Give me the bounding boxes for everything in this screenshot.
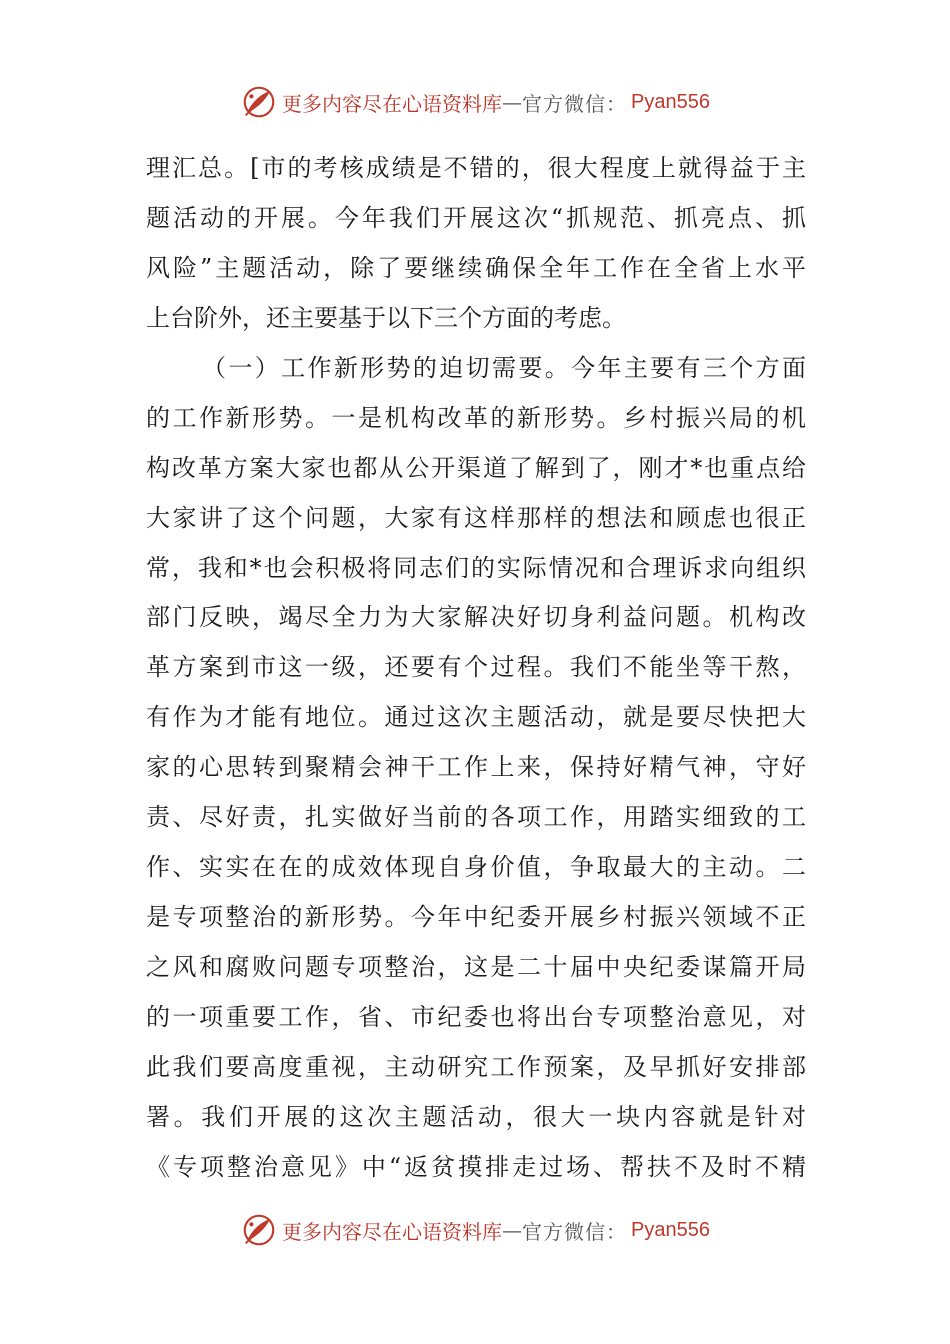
text-line: 构改革方案大家也都从公开渠道了解到了，刚才*也重点给 bbox=[146, 453, 806, 482]
text-line: 是专项整治的新形势。今年中纪委开展乡村振兴领域不正 bbox=[146, 903, 806, 932]
banner-wechat-id: Pyan556 bbox=[631, 1218, 710, 1241]
text-line: 此我们要高度重视，主动研究工作预案，及早抓好安排部 bbox=[146, 1052, 806, 1081]
document-body bbox=[146, 144, 806, 1193]
text-line: 革方案到市这一级，还要有个过程。我们不能坐等干熬， bbox=[146, 653, 806, 682]
text-line: 上台阶外，还主要基于以下三个方面的考虑。 bbox=[146, 303, 626, 332]
text-line: 之风和腐败问题专项整治，这是二十届中央纪委谋篇开局 bbox=[146, 953, 806, 981]
text-line: 大家讲了这个问题，大家有这样那样的想法和顾虑也很正 bbox=[146, 503, 806, 532]
banner-main-text: 更多内容尽在心语资料库 bbox=[282, 1219, 503, 1244]
banner-main-text: 更多内容尽在心语资料库 bbox=[282, 91, 503, 116]
text-line: （一）工作新形势的迫切需要。今年主要有三个方面 bbox=[202, 353, 806, 382]
banner-wechat-id: Pyan556 bbox=[631, 90, 710, 113]
text-line: 风险”主题活动，除了要继续确保全年工作在全省上水平 bbox=[146, 253, 806, 282]
text-line: 题活动的开展。今年我们开展这次“抓规范、抓亮点、抓 bbox=[146, 203, 806, 232]
text-line: 家的心思转到聚精会神干工作上来，保持好精气神，守好 bbox=[146, 753, 806, 782]
text-line: 部门反映，竭尽全力为大家解决好切身利益问题。机构改 bbox=[146, 603, 806, 632]
text-line: 有作为才能有地位。通过这次主题活动，就是要尽快把大 bbox=[146, 703, 806, 732]
text-line: 《专项整治意见》中“返贫摸排走过场、帮扶不及时不精 bbox=[146, 1152, 806, 1181]
text-line: 常，我和*也会积极将同志们的实际情况和合理诉求向组织 bbox=[146, 553, 806, 582]
text-line: 理汇总。[市的考核成绩是不错的，很大程度上就得益于主 bbox=[146, 154, 806, 182]
banner-dash: — bbox=[502, 1218, 523, 1242]
banner-sub-text: 官方微信： bbox=[522, 91, 628, 116]
text-line: 责、尽好责，扎实做好当前的各项工作，用踏实细致的工 bbox=[146, 803, 806, 832]
quill-logo-icon bbox=[240, 83, 278, 121]
banner-dash: — bbox=[502, 90, 523, 114]
text-line: 署。我们开展的这次主题活动，很大一块内容就是针对 bbox=[146, 1102, 806, 1131]
header-banner bbox=[0, 82, 950, 122]
text-line: 的工作新形势。一是机构改革的新形势。乡村振兴局的机 bbox=[146, 403, 806, 432]
footer-banner bbox=[0, 1210, 950, 1250]
banner-sub-text: 官方微信： bbox=[522, 1219, 628, 1244]
text-line: 作、实实在在的成效体现自身价值，争取最大的主动。二 bbox=[146, 853, 806, 882]
quill-logo-icon bbox=[240, 1211, 278, 1249]
text-line: 的一项重要工作，省、市纪委也将出台专项整治意见，对 bbox=[146, 1002, 806, 1031]
